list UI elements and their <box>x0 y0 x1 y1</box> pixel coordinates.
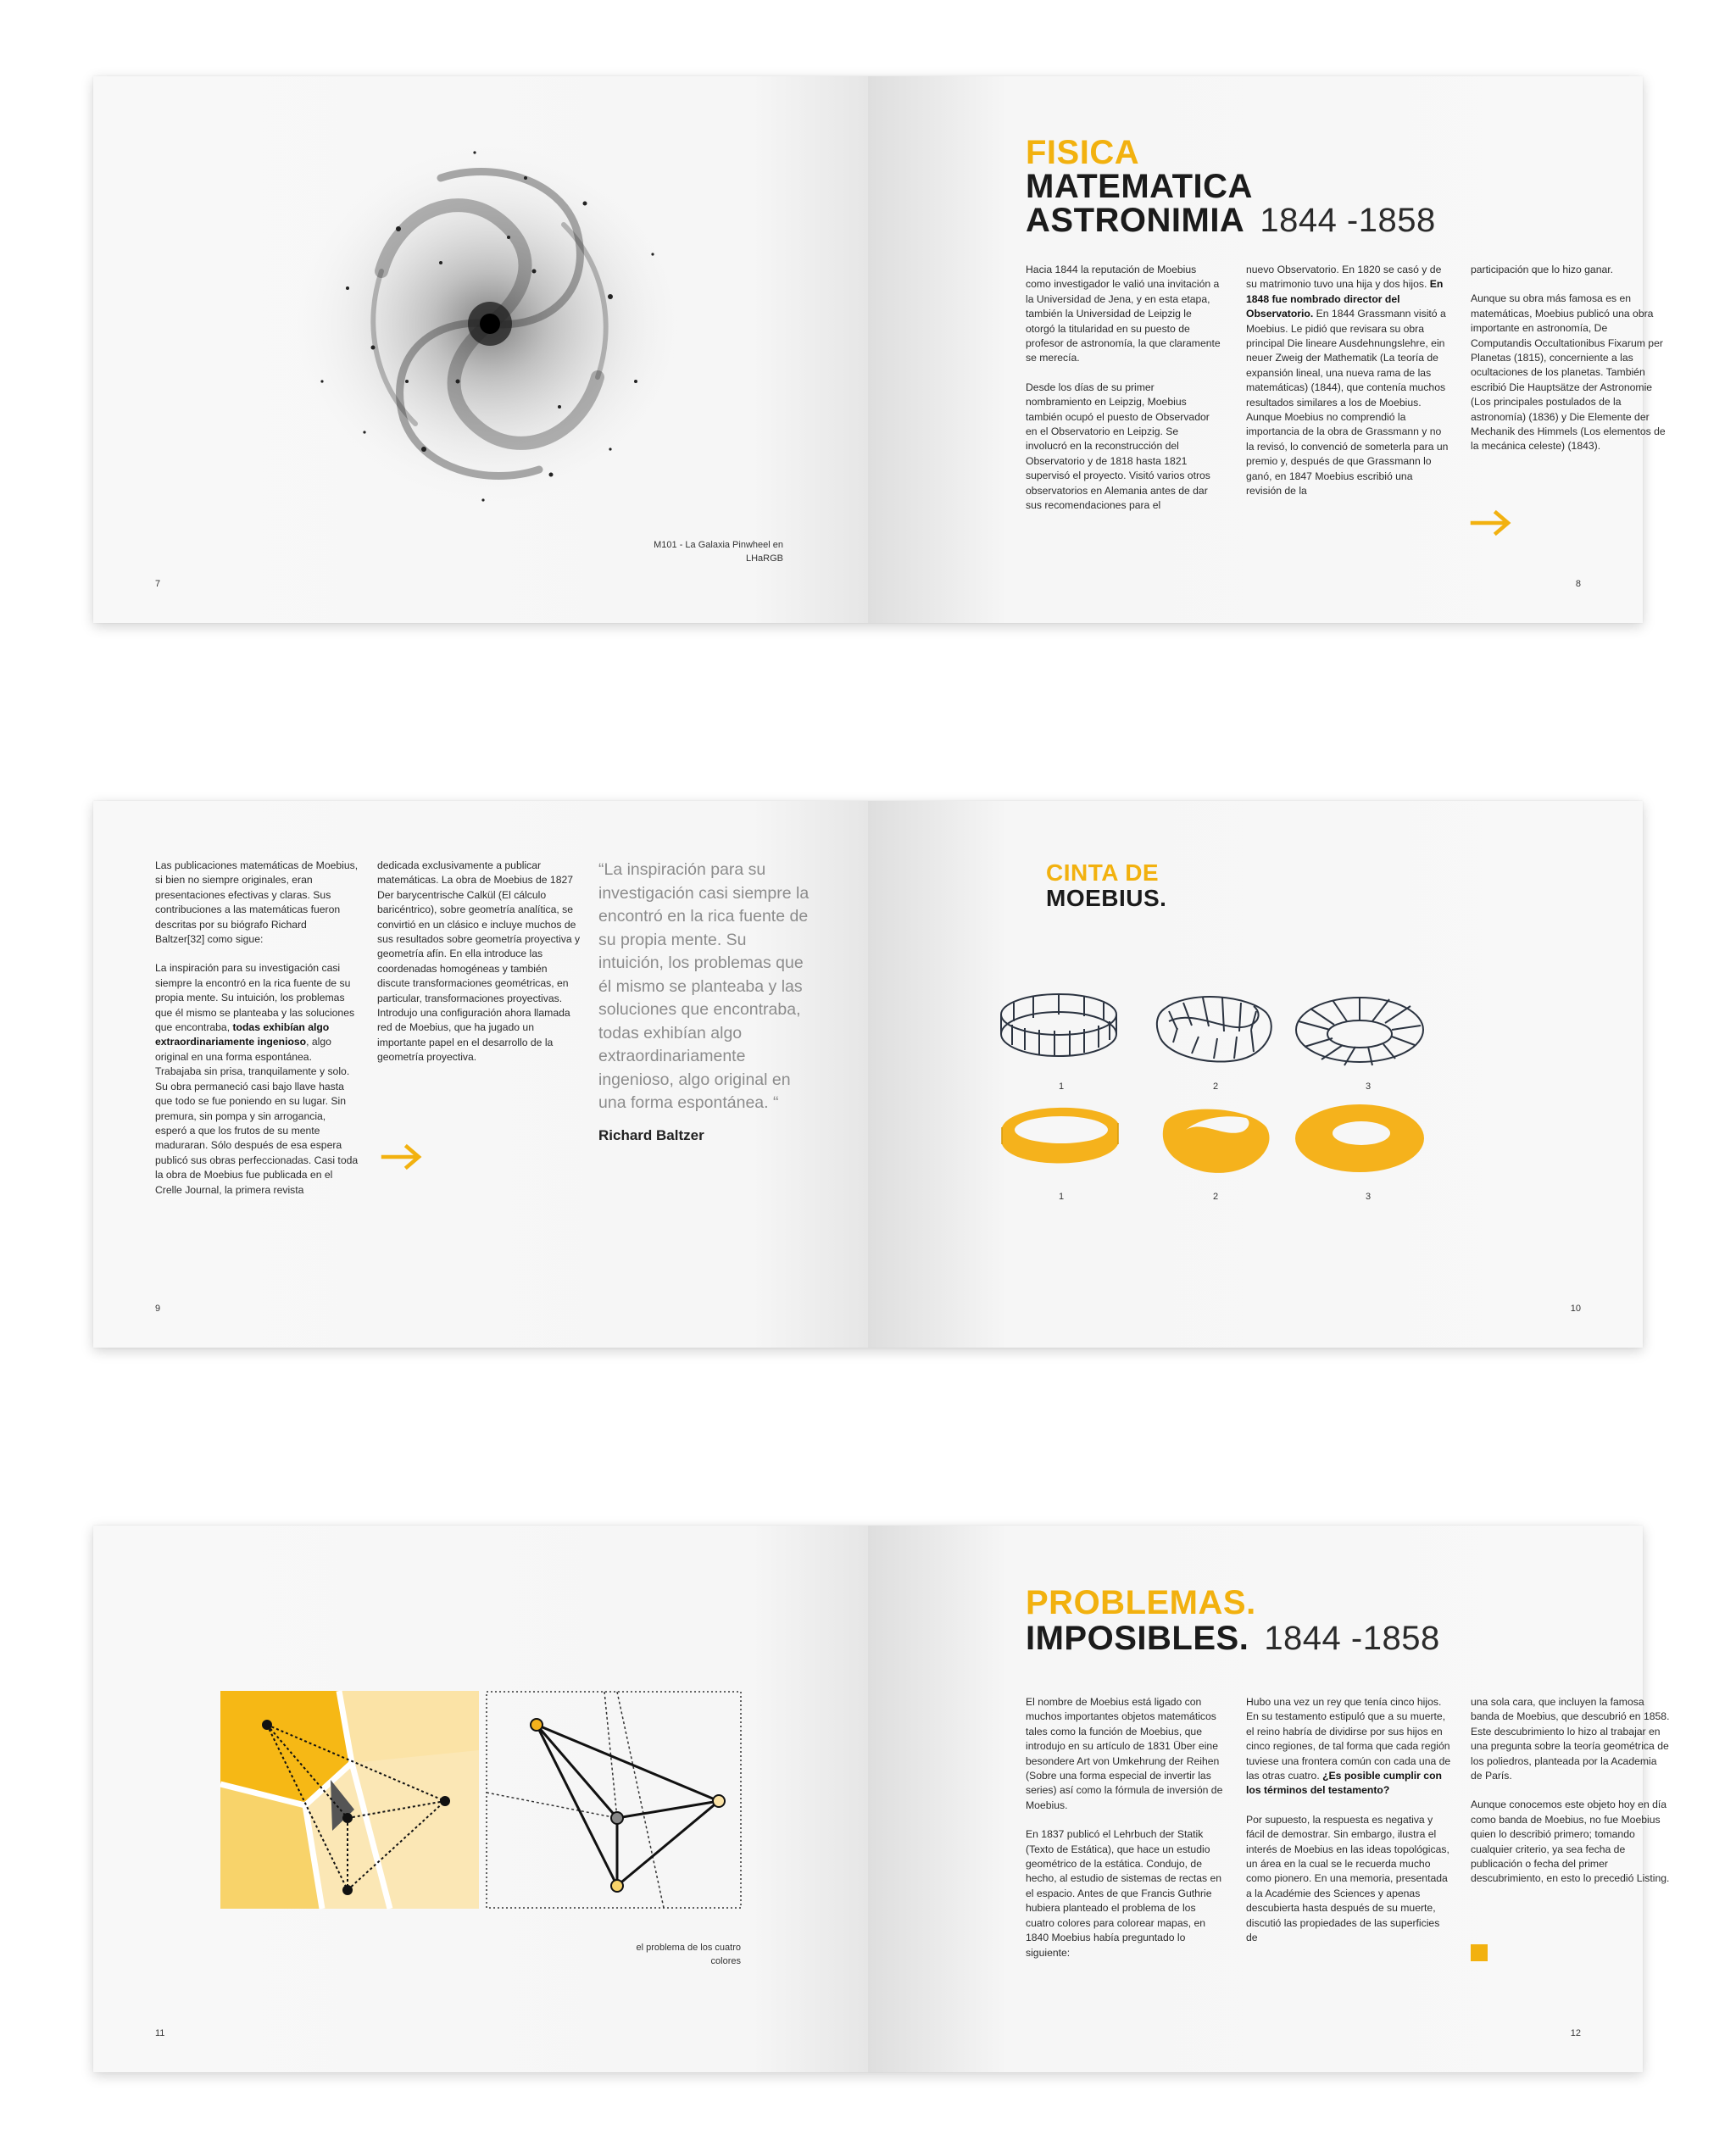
page-8 <box>868 76 1666 623</box>
band-label: 1 <box>1058 1081 1065 1092</box>
text-column-2: nuevo Observatorio. En 1820 se casó y de su matrimonio tuvo una hija y dos hijos. En 1848 fue nombrado director del Observatorio. En 1844 Grassmann visitó a Moebius. Le pidió que revisara su obra principal Die lineare Ausdehnungslehre, ein neuer Zweig der Mathematik (La teoría de expansión lineal, una nueva rama de las matemáticas) (1844), que contenía muchos resultados similares a los de Moebius. Aunque Moebius no comprendió la importancia de la obra de Grassmann y no la revisó, lo convenció de someterla para un premio y, después de que Grassmann lo ganó, en 1847 Moebius escribió una revisión de la <box>1246 264 1449 498</box>
text-column-3: participación que lo hizo ganar. Aunque su obra más famosa es en matemáticas, Moebius publicó una obra importante en astronomía, De Computandis Occultationibus Fixarum per Planetas (1815), concerniente a las ocultaciones de los planetas. También escribió Die Hauptsätze der Astronomie (Los principales postulados de la astronomía) (1836) y Die Elemente der Mechanik des Himmels (Los elementos de la mecánica celeste) (1843). <box>1471 264 1666 453</box>
moebius-solid-bands <box>995 1098 1436 1267</box>
page-10 <box>868 801 1643 1348</box>
band-label: 2 <box>1212 1081 1219 1092</box>
page-number: 12 <box>1570 2028 1581 2038</box>
section-title <box>1026 136 1436 237</box>
title-line-1: CINTA DE <box>1046 859 1160 886</box>
title-line-2: MATEMATICA <box>1026 168 1253 205</box>
text-column-3: una sola cara, que incluyen la famosa banda de Moebius, que descubrió en 1858. Este descubrimiento lo hizo al trabajar en una pregunta sobre la teoría geométrica de los poliedros, planteada por la Academia de París. Aunque conocemos este objeto hoy en día como banda de Moebius, no fue Moebius quien lo describió primero; tomando cualquier criterio, ya sea fecha de publicación o fecha del primer descubrimiento, en esto lo precedió Listing. <box>1471 1696 1670 1885</box>
band-label: 1 <box>1058 1192 1065 1202</box>
page-11 <box>93 1526 868 2072</box>
band-label: 3 <box>1365 1081 1372 1092</box>
spread-3 <box>93 1526 1670 2072</box>
diagram-caption: el problema de los cuatro colores <box>636 1943 741 1966</box>
page-number: 8 <box>1575 579 1581 589</box>
band-label: 3 <box>1365 1192 1372 1202</box>
text-column-1: Hacia 1844 la reputación de Moebius como investigador le valió una invitación a la Universidad de Jena, y en esta etapa, también la Universidad de Leipzig le otorgó la titularidad en su puesto de profesor de astronomía, la que claramente se merecía. Desde los días de su primer nombramiento en Leipzig, Moebius también ocupó el puesto de Observador en el Observatorio en Leipzig. Se involucró en la reconstrucción del Observatorio y de 1818 hasta 1821 supervisó el proyecto. Visitó varios otros observatorios en Alemania antes de dar sus recomendaciones para el <box>1026 264 1221 512</box>
text-column-1: El nombre de Moebius está ligado con muchos importantes objetos matemáticos tales como la función de Moebius, que introdujo en su artículo de 1831 Über eine besondere Art von Umkehrung der Reihen (Sobre una forma especial de invertir las series) así como la fórmula de inversión de Moebius. En 1837 publicó el Lehrbuch der Statik (Texto de Estática), que hace un estudio geométrico de la estática. Condujo, de hecho, al estudio de sistemas de rectas en el espacio. Antes de que Francis Guthrie hubiera planteado el problema de los cuatro colores para colorear mapas, en 1840 Moebius había preguntado lo siguiente: <box>1026 1696 1223 1959</box>
section-title <box>1026 1585 1440 1656</box>
page-7 <box>93 76 868 623</box>
page-9 <box>93 801 868 1348</box>
galaxy-caption: M101 - La Galaxia Pinwheel en LHaRGB <box>654 540 783 564</box>
right-arrow-icon <box>381 1144 422 1170</box>
title-line-1: FISICA <box>1026 134 1140 171</box>
title-line-3: ASTRONIMIA <box>1026 202 1245 239</box>
quote-text: “La inspiración para su investigación casi siempre la encontró en la rica fuente de su propia mente. Su intuición, los problemas que él mismo se planteaba y las soluciones que encontraba, todas exhibían algo extraordinariamente ingenioso, algo original en una forma espontánea. “ <box>598 860 810 1112</box>
page-12 <box>868 1526 1670 2072</box>
page-number: 9 <box>155 1304 161 1314</box>
spread-2 <box>93 801 1643 1348</box>
title-years: 1844 -1858 <box>1264 1620 1440 1657</box>
text-column-2: dedicada exclusivamente a publicar matemáticas. La obra de Moebius de 1827 Der barycentrische Calkül (El cálculo baricéntrico), sobre geometría analítica, se convirtió en un clásico e incluye muchos de sus resultados sobre geometría proyectiva y geometría afín. En ella introduce las coordenadas homogéneas y también discute transformaciones geométricas, en particular, transformaciones proyectivas. Introdujo una configuración ahora llamada red de Moebius, que ha jugado un importante papel en el desarrollo de la geometría proyectiva. <box>377 859 581 1064</box>
page-number: 11 <box>155 2028 165 2038</box>
title-years: 1844 -1858 <box>1260 202 1436 239</box>
band-label: 2 <box>1212 1192 1219 1202</box>
galaxy-image <box>271 127 712 525</box>
four-color-map-diagram <box>220 1691 479 1909</box>
section-title <box>1046 860 1166 911</box>
page-number: 7 <box>155 579 161 589</box>
right-arrow-icon <box>1471 510 1511 536</box>
quote-author: Richard Baltzer <box>598 1126 704 1143</box>
pull-quote <box>598 859 810 1144</box>
text-column-1: Las publicaciones matemáticas de Moebius, si bien no siempre originales, eran presentaciones efectivas y claras. Sus contribuciones a las matemáticas fueron descritas por su biógrafo Richard Baltzer[32] como sigue: La inspiración para su investigación casi siempre la encontró en la rica fuente de su propia mente. Su intuición, los problemas que él mismo se planteaba y las soluciones que encontraba, todas exhibían algo extraordinariamente ingenioso, algo original en una forma espontánea. Trabajaba sin prisa, tranquilamente y solo. Su obra permaneció casi bajo llave hasta que todo se fue poniendo en su lugar. Sin premura, sin pompa y sin arrogancia, esperó a que los frutos de su mente maduraran. Sólo después de esa espera publicó sus obras perfeccionadas. Casi toda la obra de Moebius fue publicada en el Crelle Journal, la primera revista <box>155 859 359 1196</box>
page-number: 10 <box>1570 1304 1581 1314</box>
title-line-2: MOEBIUS. <box>1046 885 1167 911</box>
title-line-1: PROBLEMAS. <box>1026 1584 1256 1621</box>
four-color-graph-diagram <box>486 1691 742 1909</box>
title-line-2: IMPOSIBLES. <box>1026 1620 1249 1657</box>
text-column-2: Hubo una vez un rey que tenía cinco hijos. En su testamento estipuló que a su muerte, el reino habría de dividirse por sus hijos en cinco regiones, de tal forma que cada región tuviese una frontera común con cada una de las otras cuatro. ¿Es posible cumplir con los términos del testamento? Por supuesto, la respuesta es negativa y fácil de demostrar. Sin embargo, ilustra el interés de Moebius en las ideas topológicas, un área en la cual se le recuerda mucho como pionero. En una memoria, presentada a la Académie des Sciences y apenas descubierta hasta después de su muerte, discutió las propiedades de las superficies de <box>1246 1696 1451 1944</box>
spread-1 <box>93 76 1666 623</box>
end-square-icon <box>1471 1944 1488 1961</box>
